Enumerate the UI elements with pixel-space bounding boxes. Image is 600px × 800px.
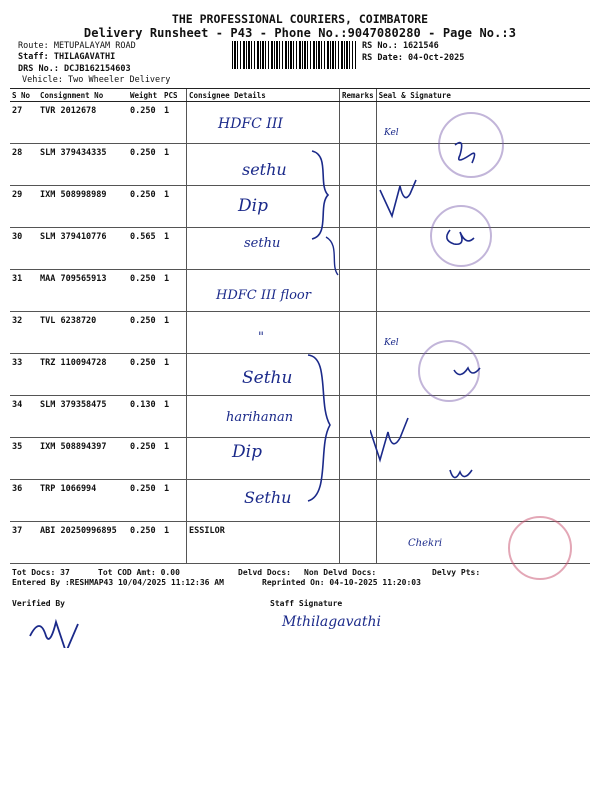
- row-weight: 0.250: [128, 522, 162, 564]
- row-weight: 0.130: [128, 396, 162, 438]
- verified-by-label: Verified By: [12, 599, 65, 608]
- row-sno: 37: [10, 522, 38, 564]
- company-title: THE PROFESSIONAL COURIERS, COIMBATORE: [171, 12, 429, 26]
- row-sno: 32: [10, 312, 38, 354]
- grouping-braces: [300, 145, 350, 585]
- row-consignment: SLM 379358475: [38, 396, 128, 438]
- row-sno: 35: [10, 438, 38, 480]
- signature-row-37: Chekri: [408, 538, 443, 549]
- verified-signature: [28, 608, 88, 648]
- row-pcs: 1: [162, 186, 187, 228]
- row-consignment: TVR 2012678: [38, 102, 128, 144]
- row-pcs: 1: [162, 144, 187, 186]
- row-weight: 0.250: [128, 186, 162, 228]
- row-consignment: TVL 6238720: [38, 312, 128, 354]
- handwriting-35: Dip: [232, 442, 262, 462]
- row-pcs: 1: [162, 102, 187, 144]
- row-consignee: ESSILOR: [187, 522, 340, 564]
- row-sno: 34: [10, 396, 38, 438]
- route-label: Route: METUPALAYAM ROAD: [18, 41, 136, 51]
- row-pcs: 1: [162, 270, 187, 312]
- row-pcs: 1: [162, 522, 187, 564]
- row-consignment: TRP 1066994: [38, 480, 128, 522]
- row-pcs: 1: [162, 396, 187, 438]
- row-consignment: IXM 508998989: [38, 186, 128, 228]
- signature-scribbles: [370, 130, 510, 520]
- tot-docs: Tot Docs: 37: [12, 568, 70, 577]
- non-delvd-docs: Non Delvd Docs:: [304, 568, 377, 577]
- row-weight: 0.250: [128, 438, 162, 480]
- row-consignment: SLM 379410776: [38, 228, 128, 270]
- handwriting-34: harihanan: [226, 410, 294, 425]
- row-sno: 30: [10, 228, 38, 270]
- row-weight: 0.250: [128, 312, 162, 354]
- row-pcs: 1: [162, 228, 187, 270]
- reprinted-on: Reprinted On: 04-10-2025 11:20:03: [262, 578, 421, 587]
- row-sno: 28: [10, 144, 38, 186]
- rs-date: RS Date: 04-Oct-2025: [362, 53, 465, 63]
- row-weight: 0.250: [128, 102, 162, 144]
- row-sno: 31: [10, 270, 38, 312]
- col-weight: Weight: [128, 89, 162, 102]
- row-weight: 0.250: [128, 270, 162, 312]
- col-remarks: Remarks: [340, 89, 377, 102]
- delvy-pts: Delvy Pts:: [432, 568, 481, 577]
- row-consignment: SLM 379434335: [38, 144, 128, 186]
- row-pcs: 1: [162, 438, 187, 480]
- row-weight: 0.250: [128, 144, 162, 186]
- seal-stamp: [508, 516, 572, 580]
- runsheet-title: Delivery Runsheet - P43 - Phone No.:9047080280 - Page No.:3: [83, 26, 517, 40]
- col-sno: S No: [10, 89, 38, 102]
- rs-number: RS No.: 1621546: [362, 41, 439, 51]
- row-weight: 0.250: [128, 354, 162, 396]
- col-consignee: Consignee Details: [187, 89, 340, 102]
- handwriting-36: Sethu: [244, 488, 292, 507]
- row-sno: 36: [10, 480, 38, 522]
- row-consignment: IXM 508894397: [38, 438, 128, 480]
- row-sno: 27: [10, 102, 38, 144]
- row-sno: 33: [10, 354, 38, 396]
- row-weight: 0.565: [128, 228, 162, 270]
- handwriting-29: Dip: [238, 196, 268, 216]
- row-consignment: TRZ 110094728: [38, 354, 128, 396]
- row-consignment: MAA 709565913: [38, 270, 128, 312]
- staff-label: Staff: THILAGAVATHI: [18, 52, 116, 62]
- handwriting-31: HDFC III floor: [216, 288, 311, 303]
- vehicle-label: Vehicle: Two Wheeler Delivery: [22, 75, 171, 85]
- row-consignment: ABI 20250996895: [38, 522, 128, 564]
- staff-signature-label: Staff Signature: [270, 599, 343, 608]
- row-pcs: 1: [162, 354, 187, 396]
- handwriting-30: sethu: [244, 236, 281, 251]
- drs-number: DRS No.: DCJB162154603: [18, 64, 131, 74]
- remark-kel-2: Kel: [384, 338, 399, 348]
- handwriting-27: HDFC III: [218, 116, 283, 132]
- handwriting-32: ": [258, 330, 264, 345]
- col-consignment: Consignment No: [38, 89, 128, 102]
- tot-cod: Tot COD Amt: 0.00: [98, 568, 180, 577]
- handwriting-33: Sethu: [242, 368, 293, 388]
- row-sno: 29: [10, 186, 38, 228]
- row-weight: 0.250: [128, 480, 162, 522]
- table-header-row: [10, 89, 590, 102]
- row-pcs: 1: [162, 312, 187, 354]
- row-pcs: 1: [162, 480, 187, 522]
- staff-signature: Mthilagavathi: [282, 614, 381, 630]
- delvd-docs: Delvd Docs:: [238, 568, 291, 577]
- col-seal: Seal & Signature: [376, 89, 590, 102]
- handwriting-28: sethu: [242, 160, 287, 179]
- col-pcs: PCS: [162, 89, 187, 102]
- remark-kel-1: Kel: [384, 128, 399, 138]
- barcode: [232, 41, 356, 69]
- entered-by: Entered By :RESHMAP43 10/04/2025 11:12:36 AM: [12, 578, 224, 587]
